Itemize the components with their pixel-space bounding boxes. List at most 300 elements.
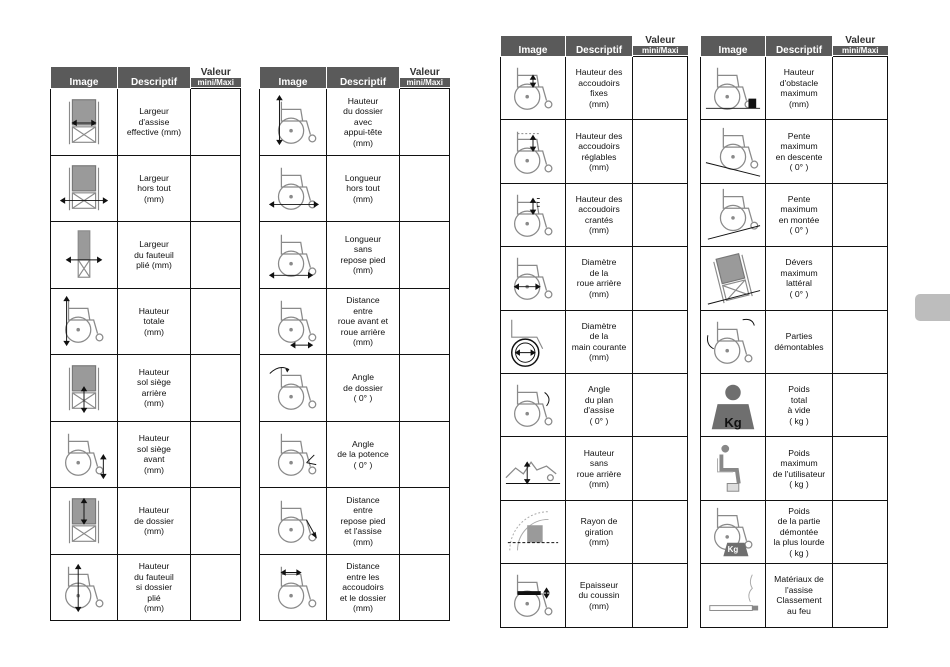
description-line: Largeur (139, 106, 169, 116)
table-row (701, 57, 888, 120)
description-line: accoudoirs (342, 582, 384, 592)
description-line: Poids (788, 447, 810, 458)
description-line: démontables (774, 341, 824, 352)
description-line: entre (353, 505, 373, 515)
description-line: repose pied (340, 515, 386, 526)
row-description (766, 120, 833, 183)
description-line: et le dossier (339, 592, 387, 603)
description-line: Pente (787, 130, 811, 141)
row-value-cell[interactable] (633, 500, 688, 563)
description-line: du fauteuil (134, 249, 174, 260)
row-image (701, 500, 766, 563)
description-line: de dossier (343, 382, 383, 393)
description-line: de la (589, 267, 609, 278)
header-valeur-label: Valeur (845, 35, 876, 46)
description-line: Hauteur des (575, 67, 623, 78)
header-valeur-label: Valeur (409, 67, 440, 78)
row-description (766, 310, 833, 373)
handrim-diameter-icon (504, 313, 562, 371)
description-line: la plus lourde (773, 537, 825, 548)
wheel-distance-icon (264, 292, 322, 350)
description-line: si dossier (135, 582, 173, 592)
description-line: Hauteur des (575, 193, 623, 204)
folded-backrest-height-icon (55, 558, 113, 616)
description-line: maximum (780, 88, 818, 99)
row-image (501, 120, 566, 183)
row-description (766, 500, 833, 563)
row-value-cell[interactable] (633, 437, 688, 500)
row-image (501, 57, 566, 120)
table-row (701, 500, 888, 563)
spec-table-4 (700, 35, 888, 628)
row-image (260, 355, 327, 422)
description-line: du plan (584, 394, 614, 405)
row-value-cell[interactable] (833, 564, 888, 627)
description-line: Diamètre (581, 320, 617, 331)
description-line: roue avant et (337, 316, 389, 326)
removable-parts-icon (704, 313, 762, 371)
spec-table-1 (50, 66, 241, 621)
description-line: ( 0° ) (589, 415, 609, 426)
description-line: (mm) (352, 337, 374, 347)
description-line: Angle (352, 372, 374, 382)
row-description (566, 500, 633, 563)
table-row (501, 437, 688, 500)
header-image: Image (51, 67, 118, 89)
notched-armrest-height-icon (504, 186, 562, 244)
description-line: Longueur (344, 172, 382, 183)
row-image (260, 288, 327, 355)
row-value-cell[interactable] (400, 222, 450, 289)
row-description (566, 247, 633, 310)
header-image: Image (701, 36, 766, 57)
table-row (51, 155, 241, 222)
description-line: (mm) (588, 352, 610, 363)
row-value-cell[interactable] (400, 89, 450, 156)
description-line: du coussin (578, 590, 620, 601)
description-line: (mm) (352, 137, 374, 148)
description-line: au feu (787, 605, 811, 616)
header-descriptif: Descriptif (766, 36, 833, 57)
description-line: démontée (779, 526, 819, 537)
header-valeur-label: Valeur (200, 67, 231, 78)
table-row (701, 183, 888, 246)
wheel-height-icon (504, 440, 562, 498)
folded-width-icon (55, 226, 113, 284)
header-valeur (833, 36, 888, 57)
description-line: totale (143, 316, 165, 326)
description-line: (mm) (588, 288, 610, 299)
description-line: ( 0° ) (789, 288, 809, 299)
total-height-icon (55, 292, 113, 350)
row-description (566, 437, 633, 500)
description-line: (mm) (588, 537, 610, 548)
row-image (51, 155, 118, 222)
description-line: appui-tête (343, 127, 383, 137)
row-value-cell[interactable] (833, 247, 888, 310)
description-line: entre les (346, 571, 380, 582)
row-description (766, 183, 833, 246)
description-line: Hauteur (347, 95, 379, 106)
spec-table-3 (500, 35, 688, 628)
description-line: réglables (581, 151, 617, 162)
table-row (260, 155, 450, 222)
description-line: ( 0° ) (789, 162, 809, 173)
row-description (118, 222, 191, 289)
description-line: ( kg ) (789, 547, 809, 558)
row-image (51, 554, 118, 621)
row-image (260, 488, 327, 555)
row-description (766, 373, 833, 436)
row-description (327, 155, 400, 222)
row-value-cell[interactable] (400, 355, 450, 422)
row-value-cell[interactable] (191, 89, 241, 156)
header-valeur-sub: mini/Maxi (191, 78, 241, 87)
table-row (701, 437, 888, 500)
row-description (766, 247, 833, 310)
row-image (51, 222, 118, 289)
row-image (51, 421, 118, 488)
row-description (327, 89, 400, 156)
description-line: entre (353, 305, 373, 316)
row-description (766, 437, 833, 500)
length-no-footrest-icon (264, 226, 322, 284)
description-line: accoudoirs (578, 204, 620, 215)
description-line: maximum (780, 141, 818, 152)
row-value-cell[interactable] (633, 247, 688, 310)
row-description (566, 564, 633, 627)
fixed-armrest-height-icon (504, 59, 562, 117)
row-image (260, 554, 327, 621)
table-row (260, 89, 450, 156)
description-line: (mm) (352, 193, 374, 204)
armrest-distance-icon (264, 558, 322, 616)
row-description (118, 421, 191, 488)
header-valeur (633, 36, 688, 57)
description-line: ( kg ) (789, 415, 809, 426)
description-line: (mm) (588, 600, 610, 611)
row-description (566, 373, 633, 436)
description-line: hors tout (346, 183, 380, 193)
footrest-distance-icon (264, 492, 322, 550)
description-line: (mm) (143, 398, 165, 409)
overall-length-icon (264, 159, 322, 217)
row-description (327, 222, 400, 289)
description-line: (mm) (588, 479, 610, 490)
row-description (118, 355, 191, 422)
row-image (701, 247, 766, 310)
row-description (327, 421, 400, 488)
description-line: Hauteur (783, 67, 815, 78)
description-line: de la potence (337, 449, 389, 459)
row-image (260, 155, 327, 222)
header-valeur-sub: mini/Maxi (400, 78, 450, 87)
row-image (701, 183, 766, 246)
row-value-cell[interactable] (400, 554, 450, 621)
description-line: Distance (346, 561, 380, 571)
header-descriptif: Descriptif (327, 67, 400, 89)
description-line: (mm) (788, 98, 810, 109)
description-line: sol siège (137, 443, 171, 454)
obstacle-height-icon (704, 59, 762, 117)
description-line: Angle (352, 438, 374, 449)
legrest-angle-icon (264, 425, 322, 483)
row-description (566, 120, 633, 183)
row-value-cell[interactable] (191, 355, 241, 422)
seat-width-icon (55, 93, 113, 151)
cushion-thickness-icon (504, 566, 562, 624)
row-value-cell[interactable] (400, 488, 450, 555)
description-line: Hauteur (583, 447, 615, 458)
description-line: repose pied (340, 254, 386, 265)
description-line: du dossier (343, 106, 383, 116)
description-line: sans (589, 458, 609, 469)
table-row (501, 373, 688, 436)
header-image: Image (260, 67, 327, 89)
rear-wheel-diameter-icon (504, 249, 562, 307)
description-line: Poids (788, 505, 810, 516)
description-line: Pente (787, 193, 811, 204)
table-row (51, 288, 241, 355)
table-row (501, 120, 688, 183)
side-tab-marker (915, 294, 950, 321)
row-image (51, 89, 118, 156)
description-line: maximum (780, 204, 818, 215)
uphill-slope-icon (704, 186, 762, 244)
description-line: roue arrière (576, 468, 622, 479)
description-line: ( kg ) (789, 479, 809, 490)
row-description (327, 288, 400, 355)
overall-width-icon (55, 159, 113, 217)
description-line: (mm) (352, 265, 374, 276)
seat-angle-icon (504, 376, 562, 434)
table-row (51, 89, 241, 156)
description-line: roue arrière (340, 326, 386, 337)
description-line: giration (584, 526, 614, 537)
description-line: crantés (584, 214, 614, 225)
row-image (701, 564, 766, 627)
table-row (260, 488, 450, 555)
description-line: en descente (775, 151, 823, 162)
description-line: Hauteur (138, 561, 170, 571)
description-line: Parties (785, 331, 813, 342)
description-line: Largeur (139, 172, 169, 183)
row-image (501, 247, 566, 310)
description-line: effective (mm) (126, 127, 182, 137)
description-line: arrière (141, 387, 167, 398)
headrest-height-icon (264, 93, 322, 151)
description-line: ( 0° ) (353, 393, 373, 403)
row-value-cell[interactable] (833, 183, 888, 246)
table-row (701, 373, 888, 436)
row-value-cell[interactable] (191, 488, 241, 555)
description-line: plié (147, 592, 161, 603)
description-line: Distance (346, 494, 380, 505)
row-description (327, 554, 400, 621)
row-value-cell[interactable] (191, 155, 241, 222)
description-line: Hauteur (138, 433, 170, 444)
row-image (260, 421, 327, 488)
row-description (118, 89, 191, 156)
description-line: Longueur (344, 233, 382, 244)
description-line: roue arrière (576, 278, 622, 289)
description-line: de dossier (134, 515, 174, 526)
description-line: fixes (590, 88, 608, 99)
description-line: Hauteur (138, 505, 170, 515)
description-line: (mm) (588, 98, 610, 109)
row-value-cell[interactable] (833, 373, 888, 436)
row-description (566, 310, 633, 373)
row-value-cell[interactable] (633, 183, 688, 246)
row-description (766, 57, 833, 120)
table-row (260, 554, 450, 621)
table-row (51, 554, 241, 621)
row-image (501, 564, 566, 627)
table-row (51, 222, 241, 289)
header-descriptif: Descriptif (566, 36, 633, 57)
description-line: accoudoirs (578, 77, 620, 88)
description-line: total (790, 394, 808, 405)
header-valeur-label: Valeur (645, 35, 676, 46)
row-value-cell[interactable] (833, 57, 888, 120)
description-line: du fauteuil (134, 571, 174, 582)
row-image (260, 222, 327, 289)
row-value-cell[interactable] (833, 437, 888, 500)
row-value-cell[interactable] (633, 564, 688, 627)
row-image (51, 355, 118, 422)
description-line: sans (353, 244, 373, 255)
description-line: (mm) (352, 603, 374, 613)
description-line: avant (143, 454, 165, 465)
weight-badge: Kg (727, 544, 739, 554)
description-line: Hauteur (138, 366, 170, 377)
description-line: (mm) (588, 162, 610, 173)
description-line: Angle (588, 384, 610, 395)
description-line: de la (589, 331, 609, 342)
description-line: et l'assise (344, 526, 382, 536)
backrest-angle-icon (264, 359, 322, 417)
description-line: sol siège (137, 377, 171, 388)
description-line: ( 0° ) (353, 459, 373, 470)
table-row (260, 288, 450, 355)
row-value-cell[interactable] (191, 421, 241, 488)
description-line: (mm) (143, 326, 165, 337)
table-row (501, 310, 688, 373)
row-image (701, 120, 766, 183)
header-valeur (191, 67, 241, 89)
description-line: (mm) (143, 526, 165, 536)
row-value-cell[interactable] (633, 310, 688, 373)
description-line: avec (353, 116, 373, 127)
description-line: Poids (788, 384, 810, 395)
row-value-cell[interactable] (400, 421, 450, 488)
row-value-cell[interactable] (833, 120, 888, 183)
description-line: maximum (780, 458, 818, 469)
backrest-height-icon (55, 492, 113, 550)
downhill-slope-icon (704, 123, 762, 181)
row-value-cell[interactable] (633, 120, 688, 183)
description-line: Matériaux de (774, 574, 824, 585)
row-value-cell[interactable] (191, 554, 241, 621)
row-image (701, 373, 766, 436)
table-row (501, 183, 688, 246)
max-user-weight-icon (704, 440, 762, 498)
description-line: (mm) (143, 464, 165, 475)
description-line: en montée (778, 214, 820, 225)
row-description (118, 488, 191, 555)
description-line: (mm) (352, 536, 374, 547)
row-value-cell[interactable] (633, 373, 688, 436)
description-line: maximum (780, 267, 818, 278)
table-row (260, 222, 450, 289)
table-row (701, 564, 888, 627)
spec-table-2 (259, 66, 450, 621)
row-description (327, 488, 400, 555)
row-image (51, 488, 118, 555)
description-line: Largeur (139, 239, 169, 249)
description-line: accoudoirs (578, 141, 620, 152)
table-row (501, 247, 688, 310)
row-description (566, 183, 633, 246)
front-seat-height-icon (55, 425, 113, 483)
description-line: Epaisseur (579, 579, 619, 590)
row-value-cell[interactable] (833, 310, 888, 373)
row-image (701, 437, 766, 500)
description-line: de la partie (777, 516, 821, 527)
description-line: Rayon de (580, 516, 618, 527)
description-line: (mm) (143, 603, 165, 613)
row-image (51, 288, 118, 355)
row-value-cell[interactable] (191, 288, 241, 355)
row-value-cell[interactable] (400, 155, 450, 222)
row-image (260, 89, 327, 156)
table-row (51, 355, 241, 422)
table-row (51, 488, 241, 555)
description-line: d'obstacle (779, 77, 819, 88)
row-image (501, 437, 566, 500)
row-description (118, 155, 191, 222)
description-line: d'assise (138, 116, 170, 127)
description-line: (mm) (588, 225, 610, 236)
table-row (260, 421, 450, 488)
description-line: Classement (776, 595, 822, 606)
header-valeur (400, 67, 450, 89)
description-line: ( 0° ) (789, 225, 809, 236)
row-value-cell[interactable] (400, 288, 450, 355)
row-description (766, 564, 833, 627)
table-row (501, 500, 688, 563)
header-valeur-sub: mini/Maxi (633, 46, 688, 55)
table-row (701, 120, 888, 183)
turning-radius-icon (504, 503, 562, 561)
description-line: main courante (571, 341, 627, 352)
row-image (701, 57, 766, 120)
adjustable-armrest-height-icon (504, 123, 562, 181)
row-description (566, 57, 633, 120)
row-value-cell[interactable] (191, 222, 241, 289)
table-row (51, 421, 241, 488)
row-description (327, 355, 400, 422)
fire-rating-icon (704, 566, 762, 624)
table-row (260, 355, 450, 422)
row-image (501, 500, 566, 563)
row-value-cell[interactable] (633, 57, 688, 120)
row-value-cell[interactable] (833, 500, 888, 563)
rear-seat-height-icon (55, 359, 113, 417)
description-line: de l'utilisateur (772, 468, 826, 479)
table-row (501, 57, 688, 120)
description-line: Diamètre (581, 257, 617, 268)
